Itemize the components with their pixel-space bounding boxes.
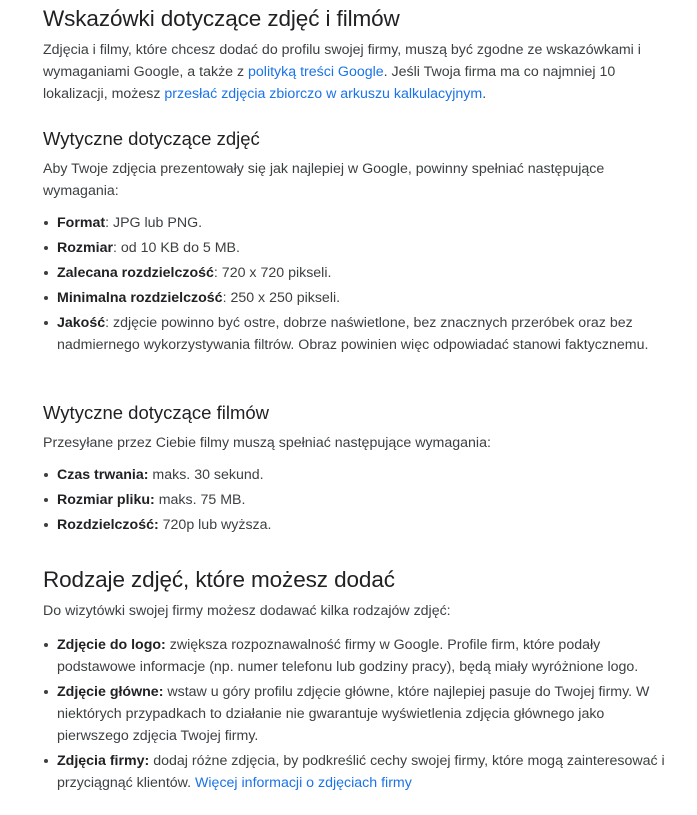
list-item-term: Czas trwania: bbox=[57, 467, 149, 483]
list-item-term: Jakość bbox=[57, 315, 106, 331]
list-item-text: : JPG lub PNG. bbox=[105, 215, 203, 231]
list-item-term: Rozdzielczość: bbox=[57, 517, 159, 533]
list-item bbox=[43, 312, 673, 356]
list-item bbox=[43, 514, 673, 536]
bullet-icon bbox=[44, 759, 48, 763]
bullet-icon bbox=[44, 296, 48, 300]
list-item-term: Format bbox=[57, 215, 106, 231]
bullet-icon bbox=[44, 643, 48, 647]
bullet-icon bbox=[44, 321, 48, 325]
list-item-term: Zdjęcie do logo: bbox=[57, 637, 166, 653]
list-item bbox=[43, 750, 673, 794]
video-guidelines-list bbox=[43, 464, 673, 539]
list-item-text: : 720 x 720 pikseli. bbox=[213, 265, 332, 281]
bulk-upload-link[interactable]: przesłać zdjęcia zbiorczo w arkuszu kalkulacyjnym bbox=[164, 86, 483, 102]
list-item-text: 720p lub wyższa. bbox=[158, 517, 272, 533]
video-guidelines-intro: Przesyłane przez Ciebie filmy muszą spełniać następujące wymagania: bbox=[43, 435, 491, 451]
content-policy-link[interactable]: polityką treści Google bbox=[248, 64, 384, 80]
list-item bbox=[43, 489, 673, 511]
intro-text-3: . bbox=[482, 86, 487, 102]
intro-text-1: Zdjęcia i filmy, które chcesz dodać do profilu swojej firmy, muszą być zgodne ze wskazówkami i wymaganiami Google, a także z bbox=[43, 42, 641, 80]
list-item-term: Zdjęcie główne: bbox=[57, 684, 164, 700]
list-item-text: wstaw u góry profilu zdjęcie główne, które najlepiej pasuje do Twojej firmy. W niektórych przypadkach to działanie nie gwarantuje wyświetlenia zdjęcia głównego jako pierwszego zdjęcia Twojej firmy. bbox=[57, 684, 650, 744]
list-item-text: : od 10 KB do 5 MB. bbox=[112, 240, 240, 256]
intro-text-2: . Jeśli Twoja firma ma co najmniej 10 lokalizacji, możesz bbox=[43, 64, 616, 102]
bullet-icon bbox=[44, 221, 48, 225]
subsection-title-video-guidelines: Wytyczne dotyczące filmów bbox=[43, 402, 270, 423]
bullet-icon bbox=[44, 246, 48, 250]
list-item-text: zwiększa rozpoznawalność firmy w Google. Profile firm, które podały podstawowe informacje (np. numer telefonu lub godziny pracy), będą miały wyróżnione logo. bbox=[57, 637, 639, 675]
photo-types-intro: Do wizytówki swojej firmy możesz dodawać kilka rodzajów zdjęć: bbox=[43, 603, 451, 619]
list-item bbox=[43, 464, 673, 486]
list-item bbox=[43, 237, 673, 259]
list-item-term: Zdjęcia firmy: bbox=[57, 753, 150, 769]
bullet-icon bbox=[44, 473, 48, 477]
list-item-term: Rozmiar bbox=[57, 240, 113, 256]
list-item-term: Rozmiar pliku: bbox=[57, 492, 155, 508]
section-intro bbox=[43, 39, 673, 105]
list-item-text: : 250 x 250 pikseli. bbox=[222, 290, 341, 306]
bullet-icon bbox=[44, 690, 48, 694]
section-title-photo-types: Rodzaje zdjęć, które możesz dodać bbox=[43, 567, 395, 592]
bullet-icon bbox=[44, 523, 48, 527]
bullet-icon bbox=[44, 498, 48, 502]
subsection-title-photo-guidelines: Wytyczne dotyczące zdjęć bbox=[43, 128, 260, 149]
photo-guidelines-intro: Aby Twoje zdjęcia prezentowały się jak najlepiej w Google, powinny spełniać następujące wymagania: bbox=[43, 161, 605, 199]
list-item-text: maks. 75 MB. bbox=[154, 492, 246, 508]
list-item-text: : zdjęcie powinno być ostre, dobrze naświetlone, bez znacznych przeróbek oraz bez nadmiernego wykorzystywania filtrów. Obraz powinien więc odpowiadać stanowi faktycznemu. bbox=[57, 315, 649, 353]
list-item-text: dodaj różne zdjęcia, by podkreślić cechy swojej firmy, które mogą zainteresować i przyciągnąć klientów. bbox=[57, 753, 665, 791]
photo-types-list bbox=[43, 634, 673, 797]
bullet-icon bbox=[44, 271, 48, 275]
list-item bbox=[43, 634, 673, 678]
list-item-term: Minimalna rozdzielczość bbox=[57, 290, 223, 306]
list-item bbox=[43, 212, 673, 234]
photo-guidelines-list bbox=[43, 212, 673, 359]
list-item bbox=[43, 681, 673, 747]
list-item bbox=[43, 287, 673, 309]
list-item-text: maks. 30 sekund. bbox=[148, 467, 264, 483]
section-title-photo-video-guidelines: Wskazówki dotyczące zdjęć i filmów bbox=[43, 6, 400, 31]
list-item-term: Zalecana rozdzielczość bbox=[57, 265, 214, 281]
business-photos-info-link[interactable]: Więcej informacji o zdjęciach firmy bbox=[195, 775, 412, 791]
list-item bbox=[43, 262, 673, 284]
